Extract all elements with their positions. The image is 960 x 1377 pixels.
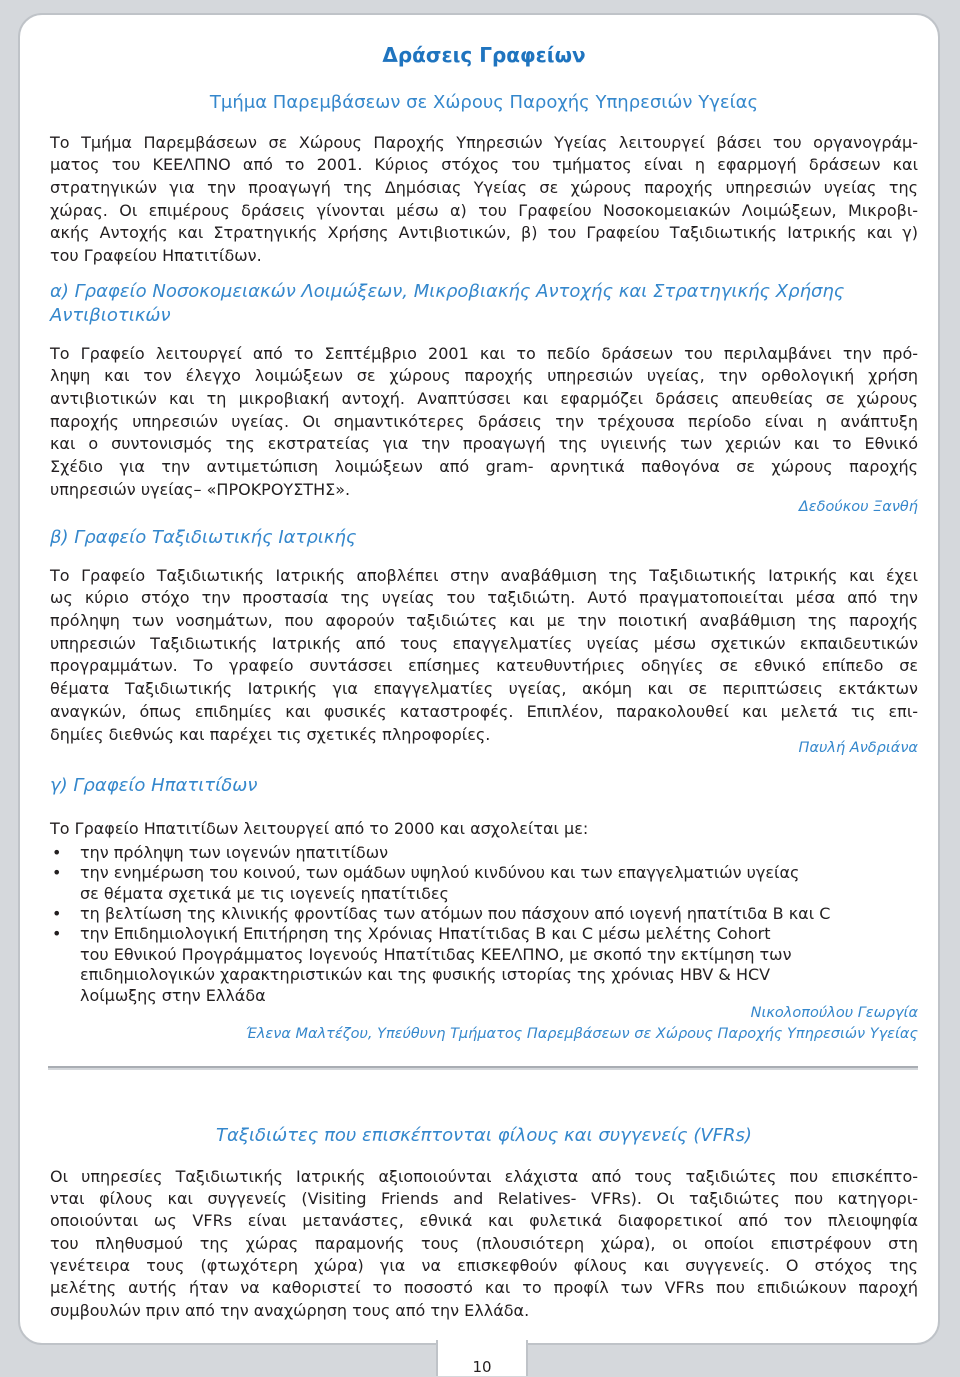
bullet-item bbox=[50, 904, 918, 924]
page-title: Δράσεις Γραφείων bbox=[382, 43, 586, 67]
section-c-author: Νικολοπούλου Γεωργία bbox=[750, 1005, 918, 1021]
bullet-text: σε θέματα σχετικά με τις ιογενείς ηπατίτιδες bbox=[80, 883, 449, 903]
section-c-bullet-list bbox=[50, 843, 918, 1006]
section-a-author: Δεδούκου Ξανθή bbox=[798, 499, 918, 515]
text-line: του πληθυσμού της χώρας παραμονής τους (πλουσιότερη χώρα), οι οποίοι επιστρέφουν στη bbox=[50, 1233, 918, 1253]
text-line: παροχής υπηρεσιών υγείας. Οι σημαντικότερες δράσεις την τρέχουσα περίοδο είναι η ανάπτυξη bbox=[50, 411, 918, 431]
page-subtitle: Τμήμα Παρεμβάσεων σε Χώρους Παροχής Υπηρεσιών Υγείας bbox=[209, 92, 759, 113]
bullet-text: την Επιδημιολογική Επιτήρηση της Χρόνιας Ηπατίτιδας Β και C μέσω μελέτης Cohort bbox=[80, 924, 771, 944]
text-line: στρατηγικών για την προαγωγή της Δημόσιας Υγείας σε χώρους παροχής υπηρεσιών υγείας της bbox=[50, 178, 918, 198]
section-b-paragraph bbox=[50, 565, 918, 747]
text-line: Το Γραφείο λειτουργεί από το Σεπτέμβριο 2001 και το πεδίο δράσεων του περιλαμβάνει την πρό- bbox=[50, 343, 918, 363]
bullet-text: την ενημέρωση του κοινού, των ομάδων υψηλού κινδύνου και των επαγγελματιών υγείας bbox=[80, 863, 800, 883]
text-line: θέματα Ταξιδιωτικής Ιατρικής για επαγγελματίες υγείας, ακόμη και σε περιπτώσεις εκτάκτων bbox=[50, 679, 918, 699]
text-line: ληψη και τον έλεγχο λοιμώξεων σε χώρους παροχής υπηρεσιών υγείας, την ορθολογική χρήση bbox=[50, 366, 918, 386]
bullet-text: επιδημιολογικών χαρακτηριστικών και της φυσικής ιστορίας της χρόνιας HBV & HCV bbox=[80, 965, 771, 985]
bullet-text: του Εθνικού Προγράμματος Ιογενούς Ηπατίτιδας ΚΕΕΛΠΝΟ, με σκοπό την εκτίμηση των bbox=[80, 944, 792, 964]
text-line: μελέτης αυτής ήταν να καθοριστεί το ποσοστό και το προφίλ των VFRs που επιδιώκουν παροχή bbox=[50, 1278, 918, 1298]
bullet-text: λοίμωξης στην Ελλάδα bbox=[80, 985, 266, 1005]
section-b-heading: β) Γραφείο Ταξιδιωτικής Ιατρικής bbox=[50, 527, 357, 548]
intro-paragraph bbox=[50, 132, 918, 268]
section-divider bbox=[48, 1066, 918, 1070]
bullet-icon bbox=[52, 904, 61, 924]
vfr-heading: Ταξιδιώτες που επισκέπτονται φίλους και συγγενείς (VFRs) bbox=[216, 1125, 752, 1146]
heading-line: α) Γραφείο Νοσοκομειακών Λοιμώξεων, Μικροβιακής Αντοχής και Στρατηγικής Χρήσης bbox=[50, 281, 845, 302]
text-line: Σχέδιο για την αντιμετώπιση λοιμώξεων από gram- αρνητικά παθογόνα σε χώρους παροχής bbox=[50, 457, 918, 477]
bullet-item-continuation bbox=[50, 884, 918, 904]
section-b-author: Παυλή Ανδριάνα bbox=[798, 740, 918, 756]
text-line: ως κύριο στόχο την προστασία της υγείας του ταξιδιώτη. Αυτό πραγματοποιείται μέσα από την bbox=[50, 588, 918, 608]
text-line: ακής Αντοχής και Στρατηγικής Χρήσης Αντιβιοτικών, β) του Γραφείου Ταξιδιωτικής Ιατρικής και γ) bbox=[50, 223, 918, 243]
text-line: χώρας. Οι επιμέρους δράσεις γίνονται μέσω α) του Γραφείου Νοσοκομειακών Λοιμώξεων, Μικροβι- bbox=[50, 200, 918, 220]
bullet-item-continuation bbox=[50, 965, 918, 985]
text-line: δημίες διεθνώς και παρέχει τις σχετικές πληροφορίες. bbox=[50, 724, 491, 744]
text-line: γενέτειρα τους (φτωχότερη χώρα) για να επισκεφθούν φίλους και συγγενείς. Ο στόχος της bbox=[50, 1256, 918, 1276]
text-line: υπηρεσιών υγείας– «ΠΡΟΚΡΟΥΣΤΗΣ». bbox=[50, 479, 351, 499]
text-line: Οι υπηρεσίες Ταξιδιωτικής Ιατρικής αξιοποιούνται ελάχιστα από τους ταξιδιώτες που επισκέπτο- bbox=[50, 1166, 918, 1186]
section-c-intro bbox=[50, 818, 918, 841]
text-line: πρόληψη των νοσημάτων, που αφορούν ταξιδιώτες και με την ποιοτική αναβάθμιση της παροχής bbox=[50, 611, 918, 631]
section-a-paragraph bbox=[50, 343, 918, 502]
bullet-icon bbox=[52, 843, 61, 863]
bullet-item bbox=[50, 924, 918, 944]
bullet-text: τη βελτίωση της κλινικής φροντίδας των ατόμων που πάσχουν από ιογενή ηπατίτιδα Β και C bbox=[80, 904, 831, 924]
bullet-text: την πρόληψη των ιογενών ηπατιτίδων bbox=[80, 842, 389, 862]
section-a-heading bbox=[50, 280, 918, 328]
section-c-heading: γ) Γραφείο Ηπατιτίδων bbox=[50, 775, 258, 796]
bullet-item bbox=[50, 843, 918, 863]
bullet-item bbox=[50, 863, 918, 883]
text-line: και ο συντονισμός της εκστρατείας για την προαγωγή της υγιεινής των χεριών και το Εθνικό bbox=[50, 434, 918, 454]
text-line: Το Γραφείο Ταξιδιωτικής Ιατρικής αποβλέπει στην αναβάθμιση της Ταξιδιωτικής Ιατρικής και έχει bbox=[50, 565, 918, 585]
heading-line: Αντιβιοτικών bbox=[50, 305, 171, 326]
text-line: συμβουλών πριν από την αναχώρηση τους από την Ελλάδα. bbox=[50, 1300, 530, 1320]
text-line: νται φίλους και συγγενείς (Visiting Friends and Relatives- VFRs). Οι ταξιδιώτες που κατηγορι- bbox=[50, 1189, 918, 1209]
text-line: οποιούνται ως VFRs είναι μετανάστες, εθνικά και φυλετικά διαφορετικοί από τον πλειοψηφία bbox=[50, 1211, 918, 1231]
vfr-paragraph bbox=[50, 1166, 918, 1322]
text-line: προγραμμάτων. Το γραφείο συντάσσει επίσημες κατευθυντήριες οδηγίες σε εθνικό επίπεδο σε bbox=[50, 656, 918, 676]
text-line: του Γραφείου Ηπατιτίδων. bbox=[50, 246, 262, 266]
text-line: υπηρεσιών Ταξιδιωτικής Ιατρικής από τους επαγγελματίες υγείας μέσω σχετικών εκπαιδευτικών bbox=[50, 633, 918, 653]
text-line: Το Τμήμα Παρεμβάσεων σε Χώρους Παροχής Υπηρεσιών Υγείας λειτουργεί βάσει του οργανογράμ- bbox=[50, 132, 918, 152]
text-line: αναγκών, όπως επιδημίες και φυσικές καταστροφές. Επιπλέον, παρακολουθεί και μελετά τις επι- bbox=[50, 701, 918, 721]
bullet-item-continuation bbox=[50, 945, 918, 965]
text-line: Το Γραφείο Ηπατιτίδων λειτουργεί από το 2000 και ασχολείται με: bbox=[50, 818, 589, 838]
text-line: αντιβιοτικών και τη μικροβιακή αντοχή. Αναπτύσσει και εφαρμόζει δράσεις απευθείας σε χώρους bbox=[50, 389, 918, 409]
bullet-icon bbox=[52, 863, 61, 883]
department-head-signature: Έλενα Μαλτέζου, Υπεύθυνη Τμήματος Παρεμβάσεων σε Χώρους Παροχής Υπηρεσιών Υγείας bbox=[245, 1026, 918, 1042]
bullet-icon bbox=[52, 924, 61, 944]
page-number: 10 bbox=[472, 1358, 492, 1376]
text-line: ματος του ΚΕΕΛΠΝΟ από το 2001. Κύριος στόχος του τμήματος είναι η εφαρμογή δράσεων και bbox=[50, 155, 918, 175]
